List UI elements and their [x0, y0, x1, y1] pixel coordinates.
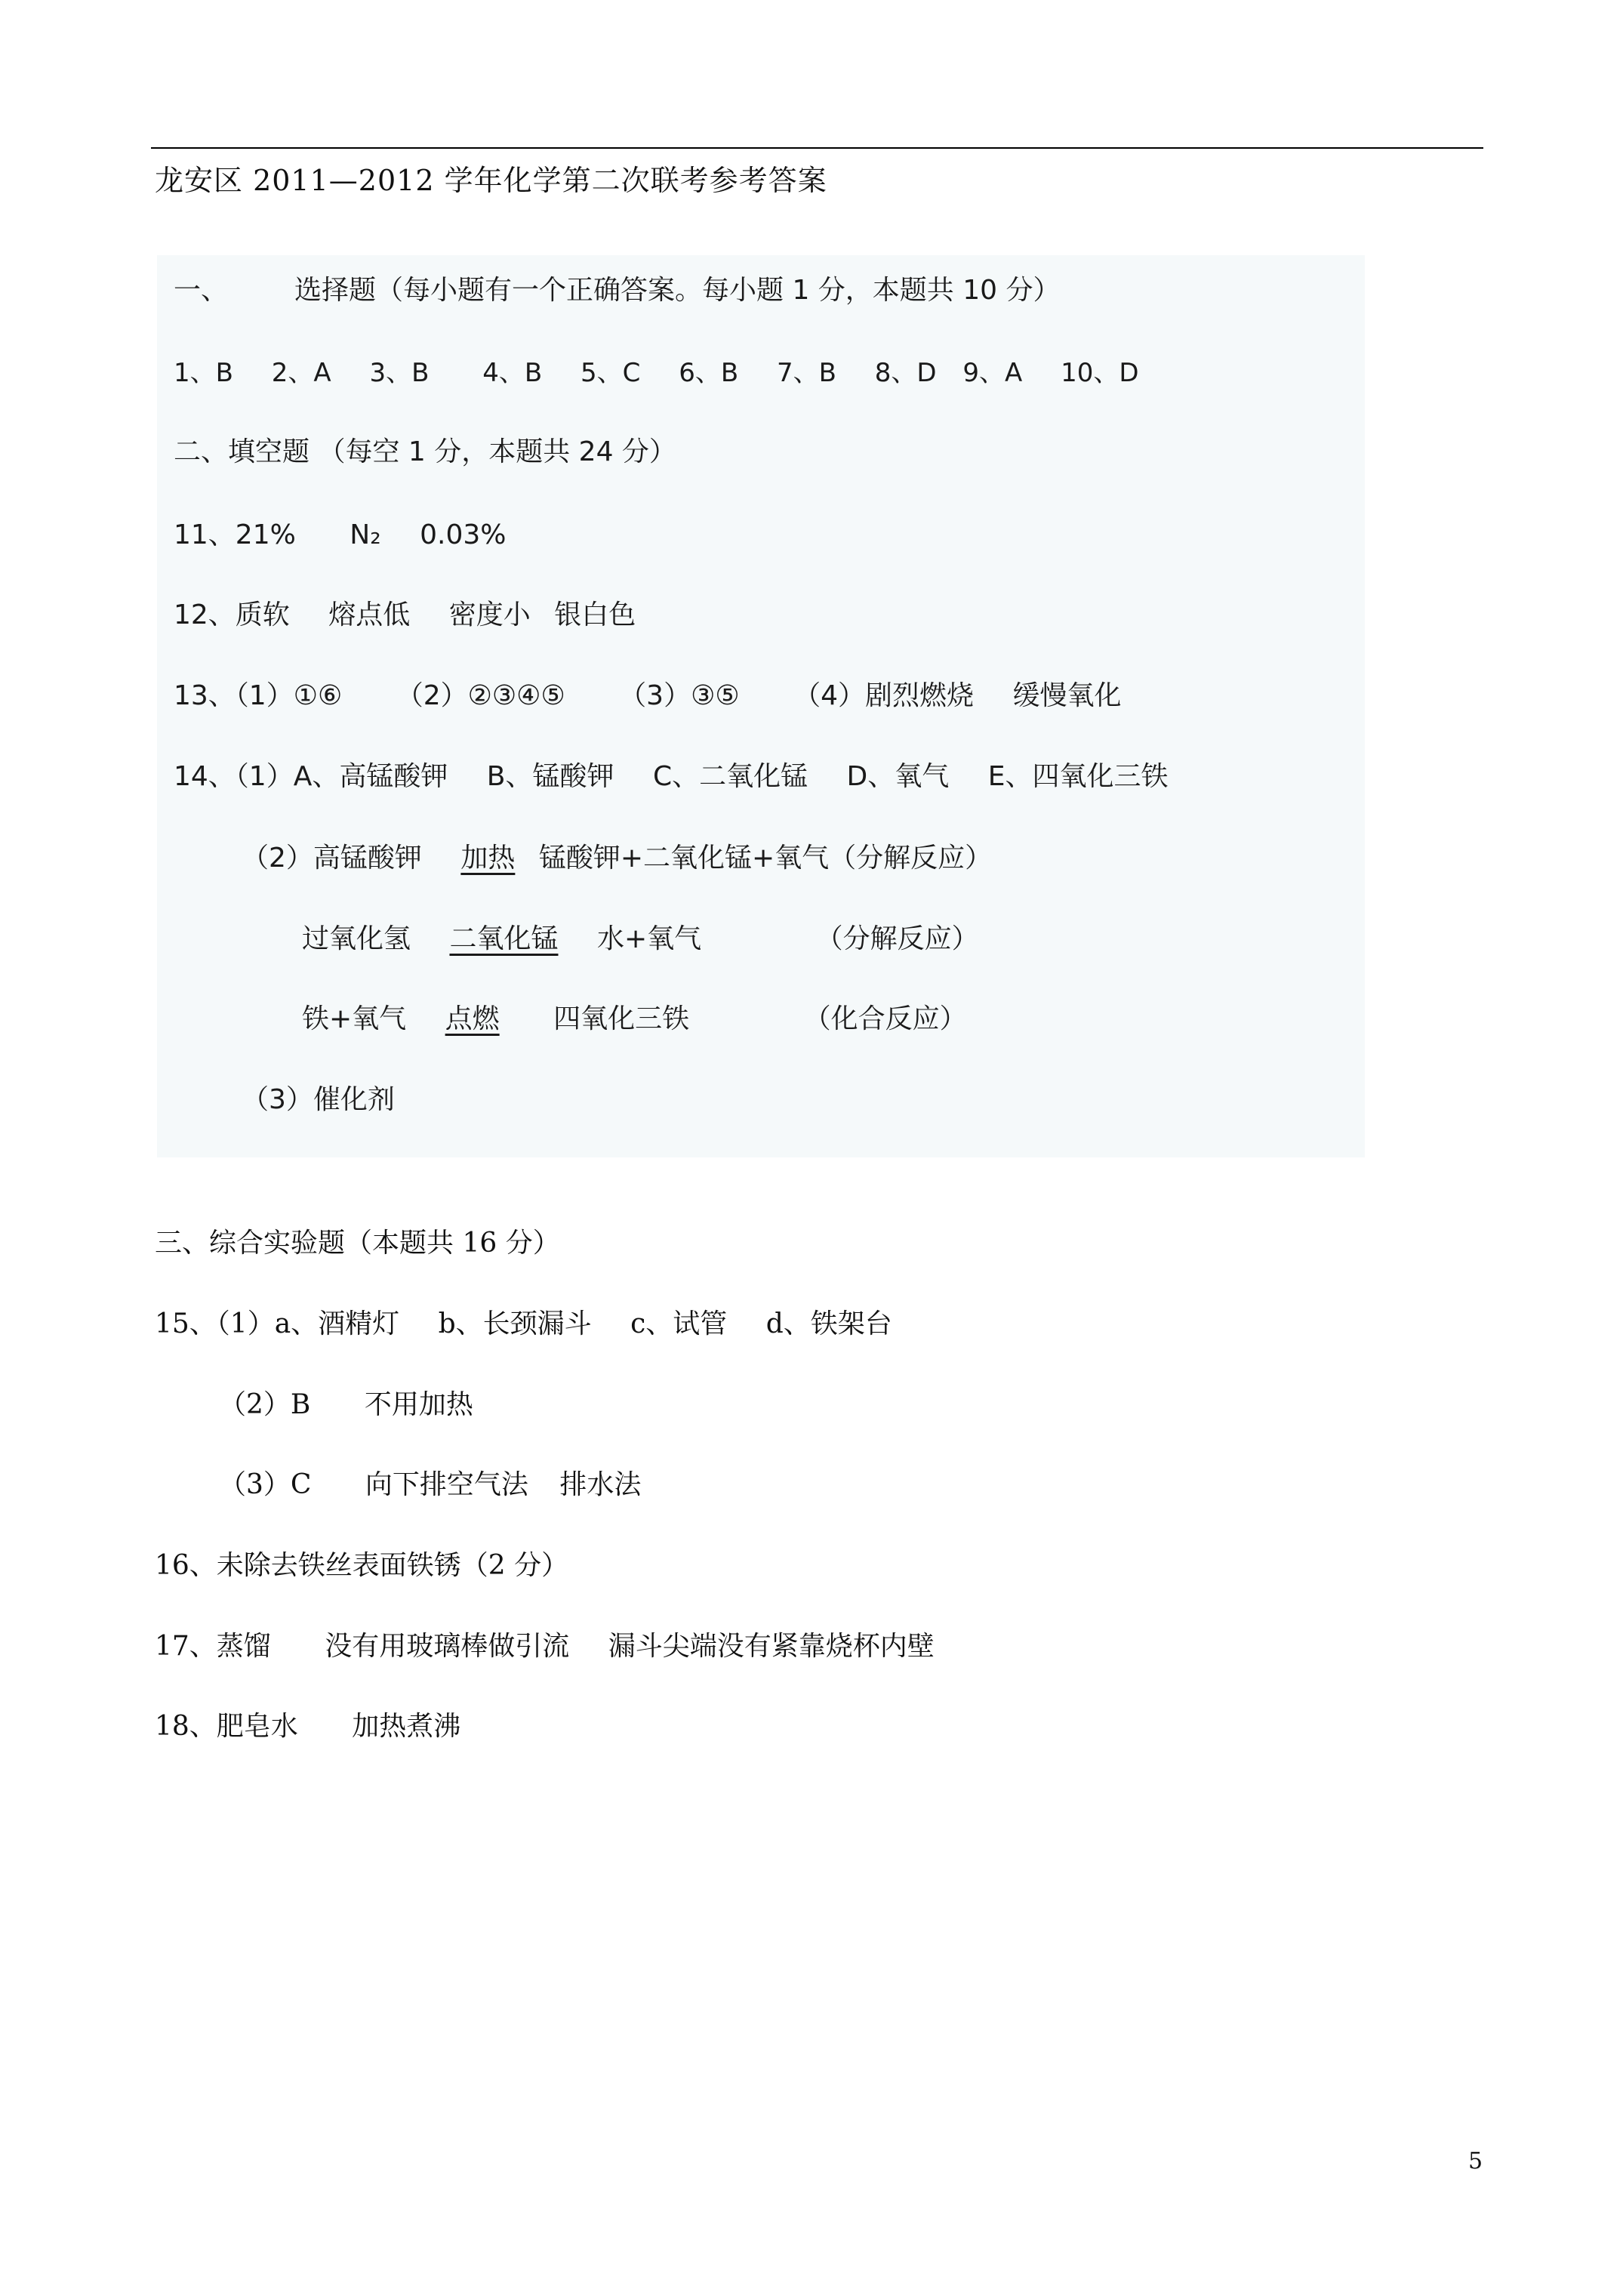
- q14-part: 14、（1）A、高锰酸钾: [174, 761, 448, 792]
- q14-part: C、二氧化锰: [652, 761, 808, 792]
- q17-part: 17、蒸馏: [155, 1631, 271, 1662]
- header-rule: [151, 147, 1483, 149]
- answer-q14-part3: （3）催化剂: [242, 1084, 395, 1115]
- reaction-products: 四氧化三铁: [553, 1003, 690, 1034]
- answer-q16: 16、未除去铁丝表面铁锈（2 分）: [155, 1550, 569, 1581]
- section-1-number: 一、: [174, 275, 229, 306]
- q12-part: 银白色: [554, 599, 636, 630]
- answer-q14-part1: [174, 755, 1168, 794]
- answer-q18: [155, 1705, 460, 1743]
- q12-part: 熔点低: [328, 599, 411, 630]
- reaction-reactant: 铁+氧气: [302, 1003, 407, 1034]
- answer-q15-part2: [219, 1383, 473, 1422]
- q12-part: 密度小: [448, 599, 531, 630]
- q14-part: E、四氧化三铁: [987, 761, 1169, 792]
- q15-part: c、试管: [630, 1308, 728, 1339]
- answer-item: 10、D: [1061, 358, 1139, 388]
- reaction-condition: 点燃: [445, 1003, 500, 1034]
- q11-part: 11、21%: [174, 519, 296, 550]
- answer-item: 5、C: [581, 358, 641, 388]
- section-2-heading: 二、填空题 （每空 1 分，本题共 24 分）: [174, 436, 676, 467]
- q15-part: 不用加热: [364, 1389, 473, 1420]
- q15-part: 向下排空气法: [365, 1469, 528, 1500]
- reaction-type: （分解反应）: [815, 923, 979, 954]
- q17-part: 漏斗尖端没有紧靠烧杯内壁: [608, 1631, 935, 1662]
- reaction-products: 锰酸钾+二氧化锰+氧气（分解反应）: [538, 843, 993, 874]
- q13-part: （3）③⑤: [619, 680, 740, 711]
- multiple-choice-answers: [174, 352, 1139, 389]
- q15-part: 排水法: [559, 1469, 642, 1500]
- q13-part: （4）剧烈燃烧: [793, 680, 974, 711]
- q13-part: （2）②③④⑤: [396, 680, 565, 711]
- answer-q15-part1: [155, 1302, 892, 1341]
- reaction-products: 水+氧气: [596, 923, 702, 954]
- q15-part: （2）B: [219, 1389, 311, 1420]
- document-title: 龙安区 2011—2012 学年化学第二次联考参考答案: [155, 164, 827, 197]
- q13-part: 13、（1）①⑥: [174, 680, 343, 711]
- q15-part: b、长颈漏斗: [438, 1308, 592, 1339]
- answer-item: 1、B: [174, 358, 233, 388]
- answer-q14-part2: [242, 837, 992, 875]
- reaction-reactant: 过氧化氢: [302, 923, 411, 954]
- reaction-type: （化合反应）: [803, 1003, 967, 1034]
- q13-part: 缓慢氧化: [1012, 680, 1122, 711]
- q18-part: 18、肥皂水: [155, 1711, 298, 1742]
- q11-part: 0.03%: [420, 519, 507, 550]
- answer-item: 2、A: [271, 358, 331, 388]
- reaction-condition: 二氧化锰: [449, 923, 559, 954]
- section-1-heading: [174, 269, 1061, 307]
- section-1-text: 选择题（每小题有一个正确答案。每小题 1 分，本题共 10 分）: [294, 275, 1061, 306]
- section-3-heading: 三、综合实验题（本题共 16 分）: [155, 1228, 560, 1259]
- q15-part: d、铁架台: [765, 1308, 892, 1339]
- q17-part: 没有用玻璃棒做引流: [325, 1631, 570, 1662]
- reaction-condition: 加热: [460, 843, 516, 874]
- answer-item: 8、D: [874, 358, 937, 388]
- answer-q11: [174, 513, 506, 552]
- q12-part: 12、质软: [174, 599, 290, 630]
- reaction-line-2: [302, 917, 979, 956]
- q14-part: B、锰酸钾: [486, 761, 614, 792]
- q15-part: 15、（1）a、酒精灯: [155, 1308, 400, 1339]
- answer-item: 4、B: [482, 358, 543, 388]
- answer-q17: [155, 1625, 935, 1663]
- scanned-answer-image: [157, 255, 1365, 1157]
- q15-part: （3）C: [219, 1469, 312, 1500]
- answer-item: 7、B: [777, 358, 836, 388]
- answer-q13: [174, 674, 1121, 713]
- q18-part: 加热煮沸: [352, 1711, 461, 1742]
- q11-part: N₂: [350, 519, 381, 550]
- answer-item: 9、A: [962, 358, 1023, 388]
- reaction-line-3: [302, 997, 967, 1036]
- answer-q12: [174, 593, 636, 632]
- page-number: 5: [1468, 2148, 1483, 2174]
- q14-part: D、氧气: [846, 761, 950, 792]
- answer-item: 3、B: [369, 358, 430, 388]
- answer-item: 6、B: [679, 358, 739, 388]
- reaction-reactant: （2）高锰酸钾: [242, 843, 422, 874]
- answer-q15-part3: [219, 1463, 641, 1502]
